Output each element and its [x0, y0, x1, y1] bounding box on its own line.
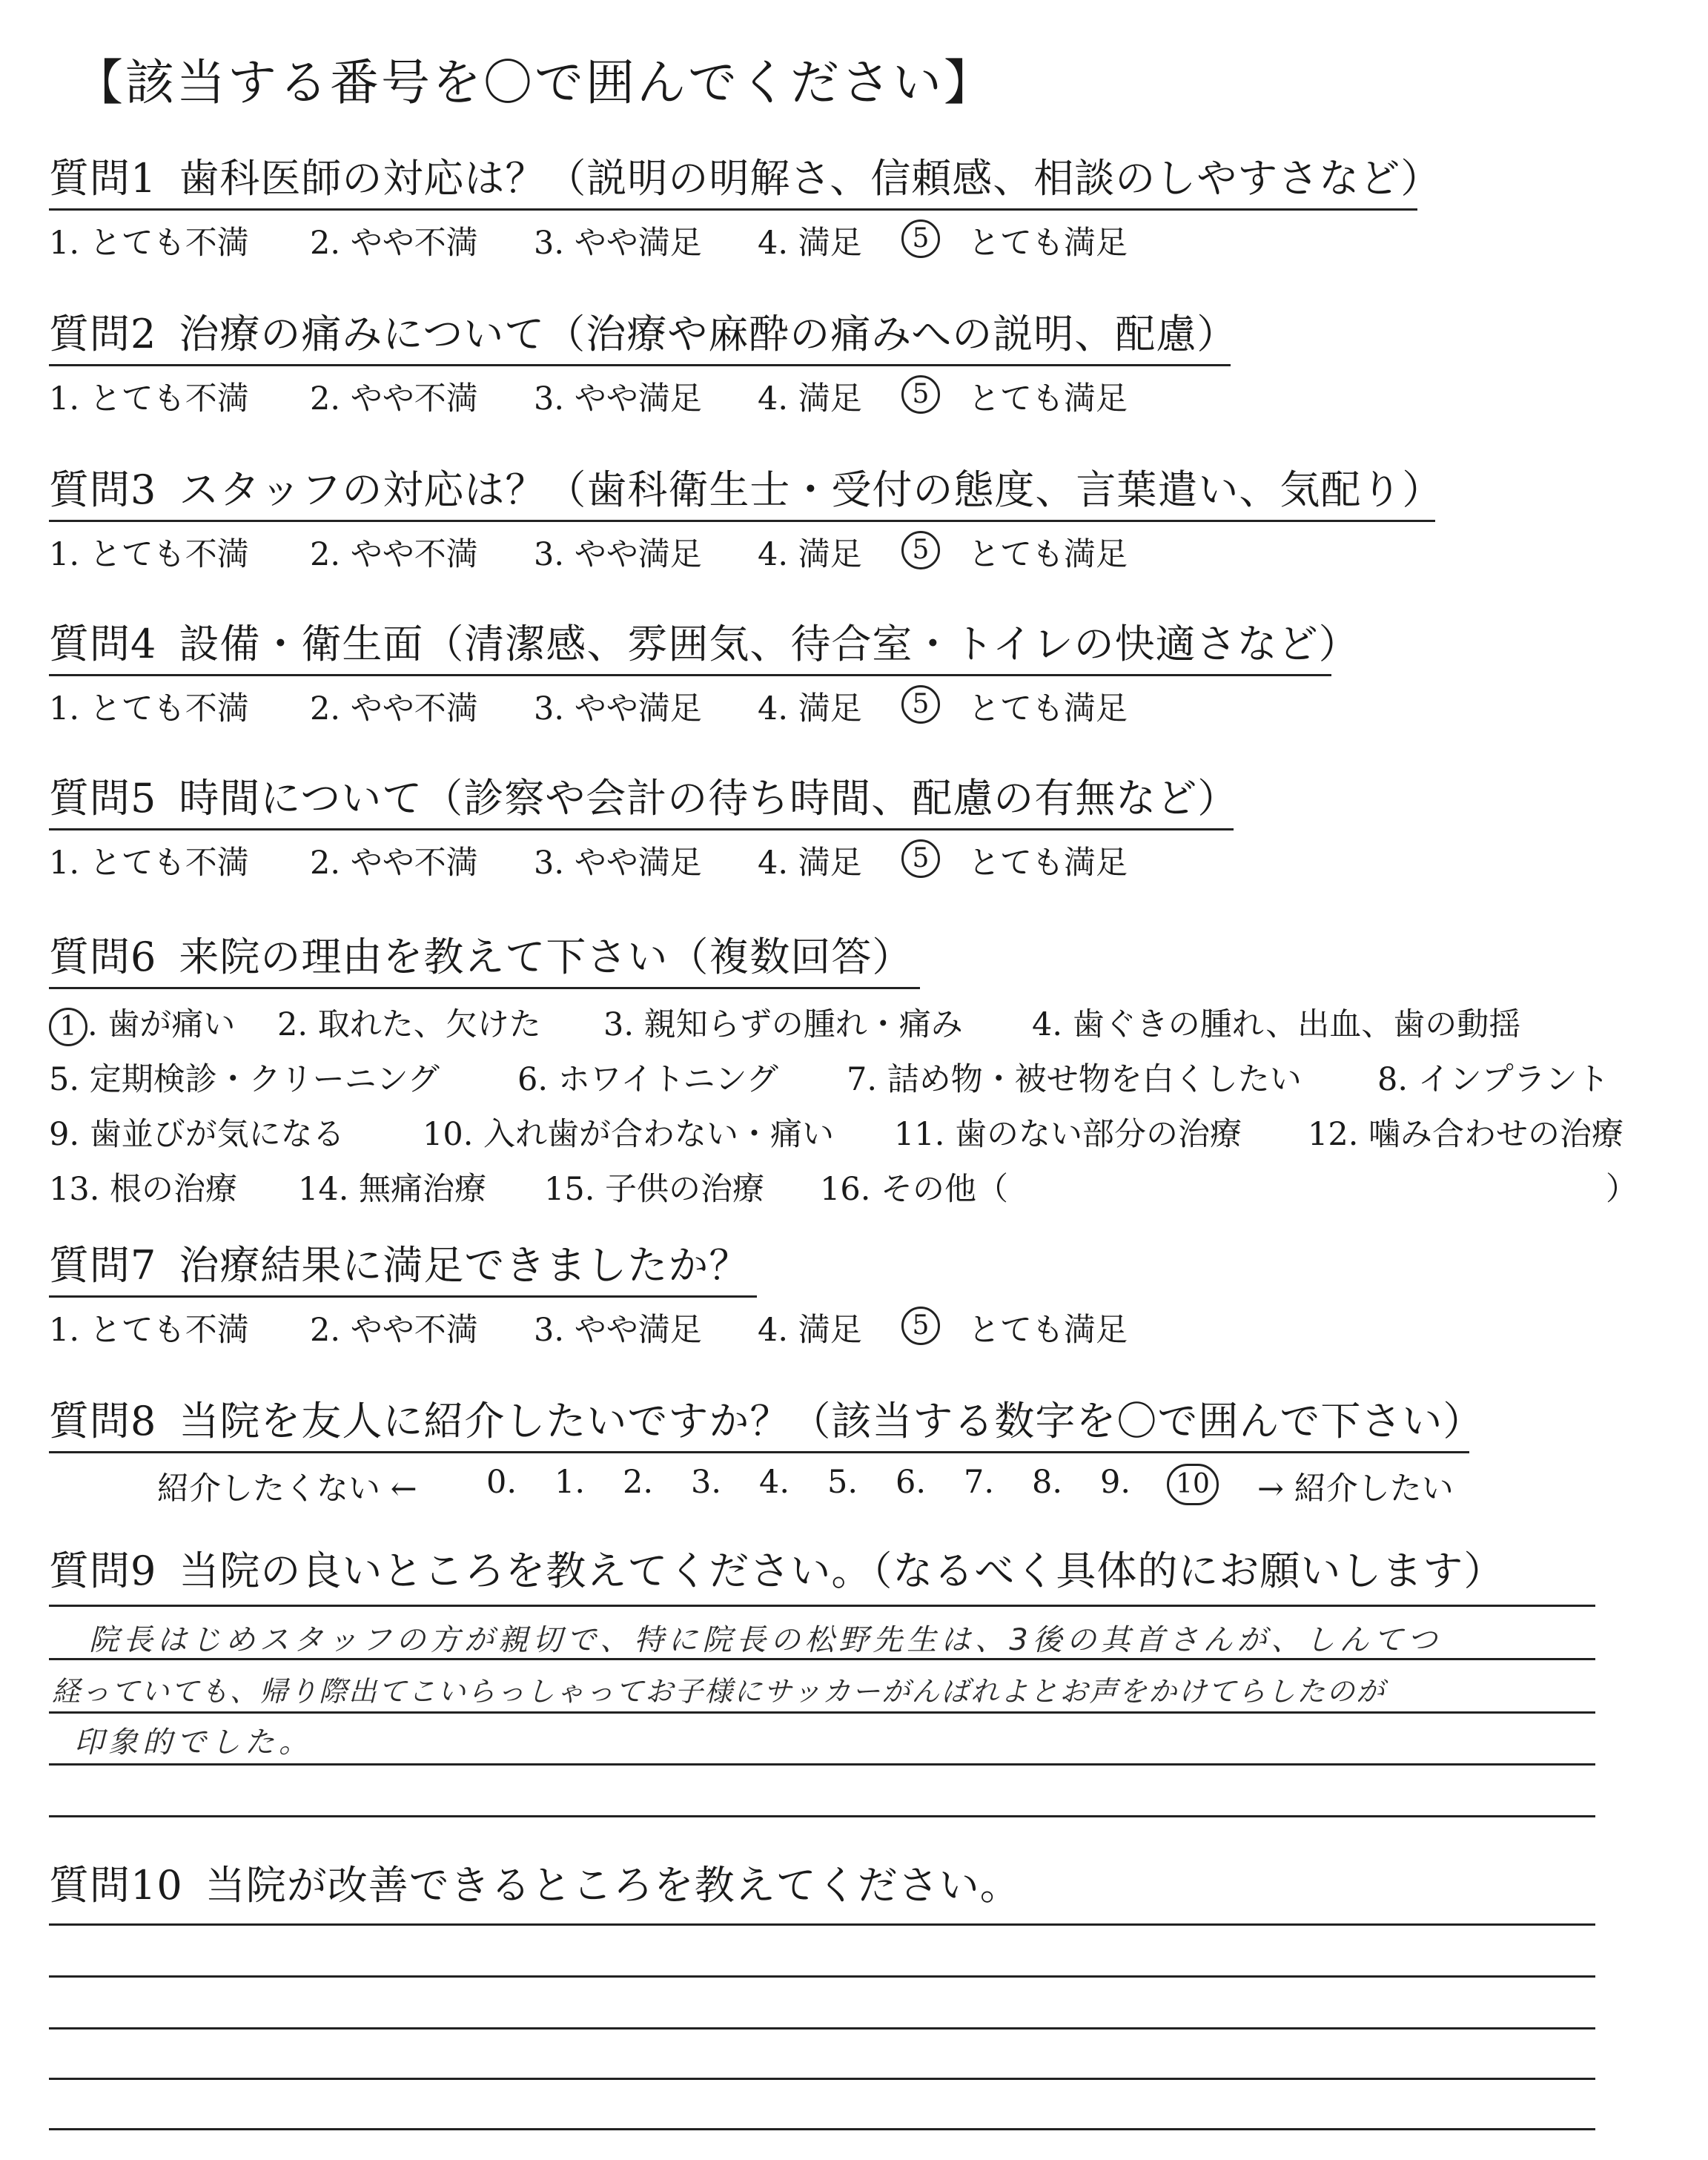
q3-option-2[interactable]: 2. やや不満 — [310, 536, 478, 573]
reason-3[interactable]: 3. 親知らずの腫れ・痛み — [603, 1006, 963, 1043]
q4-option-2[interactable]: 2. やや不満 — [310, 690, 478, 727]
question-8-heading — [49, 1390, 1484, 1453]
question-9-text: 当院の良いところを教えてください。（なるべく具体的にお願いします） — [179, 1548, 1505, 1594]
reason-13[interactable]: 13. 根の治療 — [49, 1171, 238, 1208]
reason-1-circled-number: 1 — [49, 1008, 87, 1046]
answer-9-line-4 — [49, 1763, 1595, 1766]
question-4-number: 質問4 — [49, 621, 157, 667]
question-1-heading — [49, 147, 1442, 211]
reason-4[interactable]: 4. 歯ぐきの腫れ、出血、歯の動揺 — [1032, 1006, 1521, 1043]
q7-option-4[interactable]: 4. 満足 — [758, 1312, 862, 1349]
question-3-choices — [49, 529, 1435, 574]
q5-option-3[interactable]: 3. やや満足 — [534, 845, 702, 882]
q2-option-1[interactable]: 1. とても不満 — [49, 380, 249, 417]
scale-0[interactable]: 0. — [486, 1464, 517, 1501]
question-4 — [49, 612, 1360, 728]
question-4-text: 設備・衛生面（清潔感、雰囲気、待合室・トイレの快適さなど） — [179, 621, 1360, 667]
reason-2[interactable]: 2. 取れた、欠けた — [277, 1006, 541, 1043]
question-6 — [49, 925, 1638, 1229]
q3-option-5-label: とても満足 — [968, 536, 1128, 573]
q7-option-5-number: 5 — [901, 1307, 940, 1345]
question-2 — [49, 303, 1238, 418]
reason-5[interactable]: 5. 定期検診・クリーニング — [49, 1061, 440, 1098]
question-7-text: 治療結果に満足できましたか？ — [179, 1242, 750, 1289]
recommend-left-label: 紹介したくない ← — [157, 1470, 417, 1507]
scale-4[interactable]: 4. — [759, 1464, 790, 1501]
question-10-text: 当院が改善できるところを教えてください。 — [205, 1862, 1021, 1909]
question-3 — [49, 458, 1443, 574]
q3-option-5-number: 5 — [901, 531, 940, 569]
answer-10-line-4[interactable] — [49, 2078, 1595, 2080]
q5-option-5-circled[interactable] — [901, 838, 940, 878]
answer-9-handwriting-3: 印象的でした。 — [74, 1725, 313, 1760]
question-6-number: 質問6 — [49, 934, 157, 980]
question-6-heading — [49, 925, 920, 989]
reason-15[interactable]: 15. 子供の治療 — [544, 1171, 765, 1208]
question-2-choices — [49, 374, 1231, 418]
scale-2[interactable]: 2. — [623, 1464, 654, 1501]
scale-10-number: 10 — [1167, 1464, 1219, 1505]
q1-option-3[interactable]: 3. やや満足 — [534, 225, 702, 262]
reason-9[interactable]: 9. 歯並びが気になる — [49, 1116, 345, 1153]
question-10-number: 質問10 — [49, 1862, 183, 1909]
question-10-heading — [49, 1854, 1028, 1915]
reason-16-close-paren: ） — [1606, 1171, 1638, 1208]
question-2-number: 質問2 — [49, 311, 157, 357]
q7-option-3[interactable]: 3. やや満足 — [534, 1312, 702, 1349]
answer-10-line-2[interactable] — [49, 1975, 1595, 1978]
question-8 — [49, 1390, 1484, 1508]
question-3-number: 質問3 — [49, 466, 157, 513]
q2-option-4[interactable]: 4. 満足 — [758, 380, 862, 417]
q5-option-5-label: とても満足 — [968, 845, 1128, 882]
answer-10-line-5[interactable] — [49, 2128, 1595, 2130]
q7-option-2[interactable]: 2. やや不満 — [310, 1312, 478, 1349]
q4-option-1[interactable]: 1. とても不満 — [49, 690, 249, 727]
answer-9-line-1 — [49, 1605, 1595, 1607]
q4-option-5-circled[interactable] — [901, 684, 940, 724]
question-5 — [49, 767, 1239, 882]
question-7-heading — [49, 1234, 757, 1298]
q4-option-3[interactable]: 3. やや満足 — [534, 690, 702, 727]
q2-option-5-label: とても満足 — [968, 380, 1128, 417]
q2-option-3[interactable]: 3. やや満足 — [534, 380, 702, 417]
q5-option-5-number: 5 — [901, 839, 940, 878]
q3-option-4[interactable]: 4. 満足 — [758, 536, 862, 573]
question-2-heading — [49, 303, 1238, 366]
question-9-heading — [49, 1539, 1512, 1601]
scale-5[interactable]: 5. — [827, 1464, 858, 1501]
question-6-text: 来院の理由を教えて下さい（複数回答） — [179, 934, 913, 980]
scale-3[interactable]: 3. — [691, 1464, 722, 1501]
q7-option-1[interactable]: 1. とても不満 — [49, 1312, 249, 1349]
q5-option-1[interactable]: 1. とても不満 — [49, 845, 249, 882]
scale-6[interactable]: 6. — [896, 1464, 927, 1501]
question-5-choices — [49, 838, 1234, 882]
q1-option-5-number: 5 — [901, 219, 940, 258]
reason-10[interactable]: 10. 入れ歯が合わない・痛い — [423, 1116, 835, 1153]
recommend-scale — [49, 1464, 1469, 1508]
question-5-number: 質問5 — [49, 775, 157, 822]
q4-option-5-label: とても満足 — [968, 690, 1128, 727]
reason-16[interactable]: 16. その他（ — [820, 1171, 1009, 1208]
question-10 — [49, 1854, 1028, 1915]
q3-option-5-circled[interactable] — [901, 529, 940, 569]
q7-option-5-label: とても満足 — [968, 1312, 1128, 1349]
question-8-text: 当院を友人に紹介したいですか？（該当する数字を〇で囲んで下さい） — [179, 1398, 1484, 1444]
question-1-text: 歯科医師の対応は？（説明の明解さ、信頼感、相談のしやすさなど） — [179, 155, 1442, 202]
reason-8[interactable]: 8. インプラント — [1377, 1061, 1609, 1098]
question-3-heading — [49, 458, 1443, 522]
q7-option-5-circled[interactable] — [901, 1305, 940, 1345]
question-4-heading — [49, 612, 1360, 676]
q1-option-4[interactable]: 4. 満足 — [758, 225, 862, 262]
question-5-text: 時間について（診察や会計の待ち時間、配慮の有無など） — [179, 775, 1239, 822]
answer-9-handwriting-2: 経っていても、帰り際出てこいらっしゃってお子様にサッカーがんばれよとお声をかけてらしたのが — [52, 1675, 1386, 1708]
question-9 — [49, 1539, 1512, 1601]
question-3-text: スタッフの対応は？（歯科衛生士・受付の態度、言葉遣い、気配り） — [179, 466, 1443, 513]
question-1-choices — [49, 218, 1417, 262]
scale-1[interactable]: 1. — [555, 1464, 586, 1501]
q4-option-5-number: 5 — [901, 685, 940, 724]
q2-option-5-number: 5 — [901, 375, 940, 414]
scale-8[interactable]: 8. — [1032, 1464, 1063, 1501]
q2-option-2[interactable]: 2. やや不満 — [310, 380, 478, 417]
q4-option-4[interactable]: 4. 満足 — [758, 690, 862, 727]
reason-11[interactable]: 11. 歯のない部分の治療 — [894, 1116, 1242, 1153]
scale-7[interactable]: 7. — [964, 1464, 995, 1501]
reason-12[interactable]: 12. 噛み合わせの治療 — [1308, 1116, 1624, 1153]
question-7-number: 質問7 — [49, 1242, 157, 1289]
question-5-heading — [49, 767, 1239, 830]
q1-option-2[interactable]: 2. やや不満 — [310, 225, 478, 262]
question-8-number: 質問8 — [49, 1398, 157, 1444]
question-2-text: 治療の痛みについて（治療や麻酔の痛みへの説明、配慮） — [179, 311, 1238, 357]
q3-option-3[interactable]: 3. やや満足 — [534, 536, 702, 573]
answer-9-line-3 — [49, 1711, 1595, 1714]
page-title: 【該当する番号を〇で囲んでください】 — [74, 54, 995, 111]
reason-1[interactable]: 1 . 歯が痛い — [49, 1000, 235, 1046]
question-7-choices — [49, 1305, 1128, 1350]
answer-9-handwriting-1: 院長はじめスタッフの方が親切で、特に院長の松野先生は、3後の其首さんが、しんてつ — [89, 1623, 1442, 1657]
question-1-number: 質問1 — [49, 155, 157, 202]
question-1 — [49, 147, 1442, 262]
reason-7[interactable]: 7. 詰め物・被せ物を白くしたい — [847, 1061, 1302, 1098]
q1-option-5-circled[interactable] — [901, 218, 940, 258]
q1-option-5-label: とても満足 — [968, 225, 1128, 262]
recommend-right-label: → 紹介したい — [1257, 1470, 1454, 1507]
q3-option-1[interactable]: 1. とても不満 — [49, 536, 249, 573]
reason-1-label: 歯が痛い — [107, 1006, 236, 1043]
scale-9[interactable]: 9. — [1100, 1464, 1131, 1501]
question-9-number: 質問9 — [49, 1548, 157, 1594]
q5-option-2[interactable]: 2. やや不満 — [310, 845, 478, 882]
q5-option-4[interactable]: 4. 満足 — [758, 845, 862, 882]
reason-14[interactable]: 14. 無痛治療 — [298, 1171, 487, 1208]
q2-option-5-circled[interactable] — [901, 374, 940, 414]
reason-options — [49, 1000, 1638, 1229]
answer-10-line-3[interactable] — [49, 2027, 1595, 2029]
question-4-choices — [49, 684, 1331, 728]
q1-option-1[interactable]: 1. とても不満 — [49, 225, 249, 262]
reason-6[interactable]: 6. ホワイトニング — [517, 1061, 778, 1098]
answer-9-line-5 — [49, 1815, 1595, 1817]
question-7 — [49, 1234, 1128, 1350]
answer-10-line-1[interactable] — [49, 1923, 1595, 1926]
